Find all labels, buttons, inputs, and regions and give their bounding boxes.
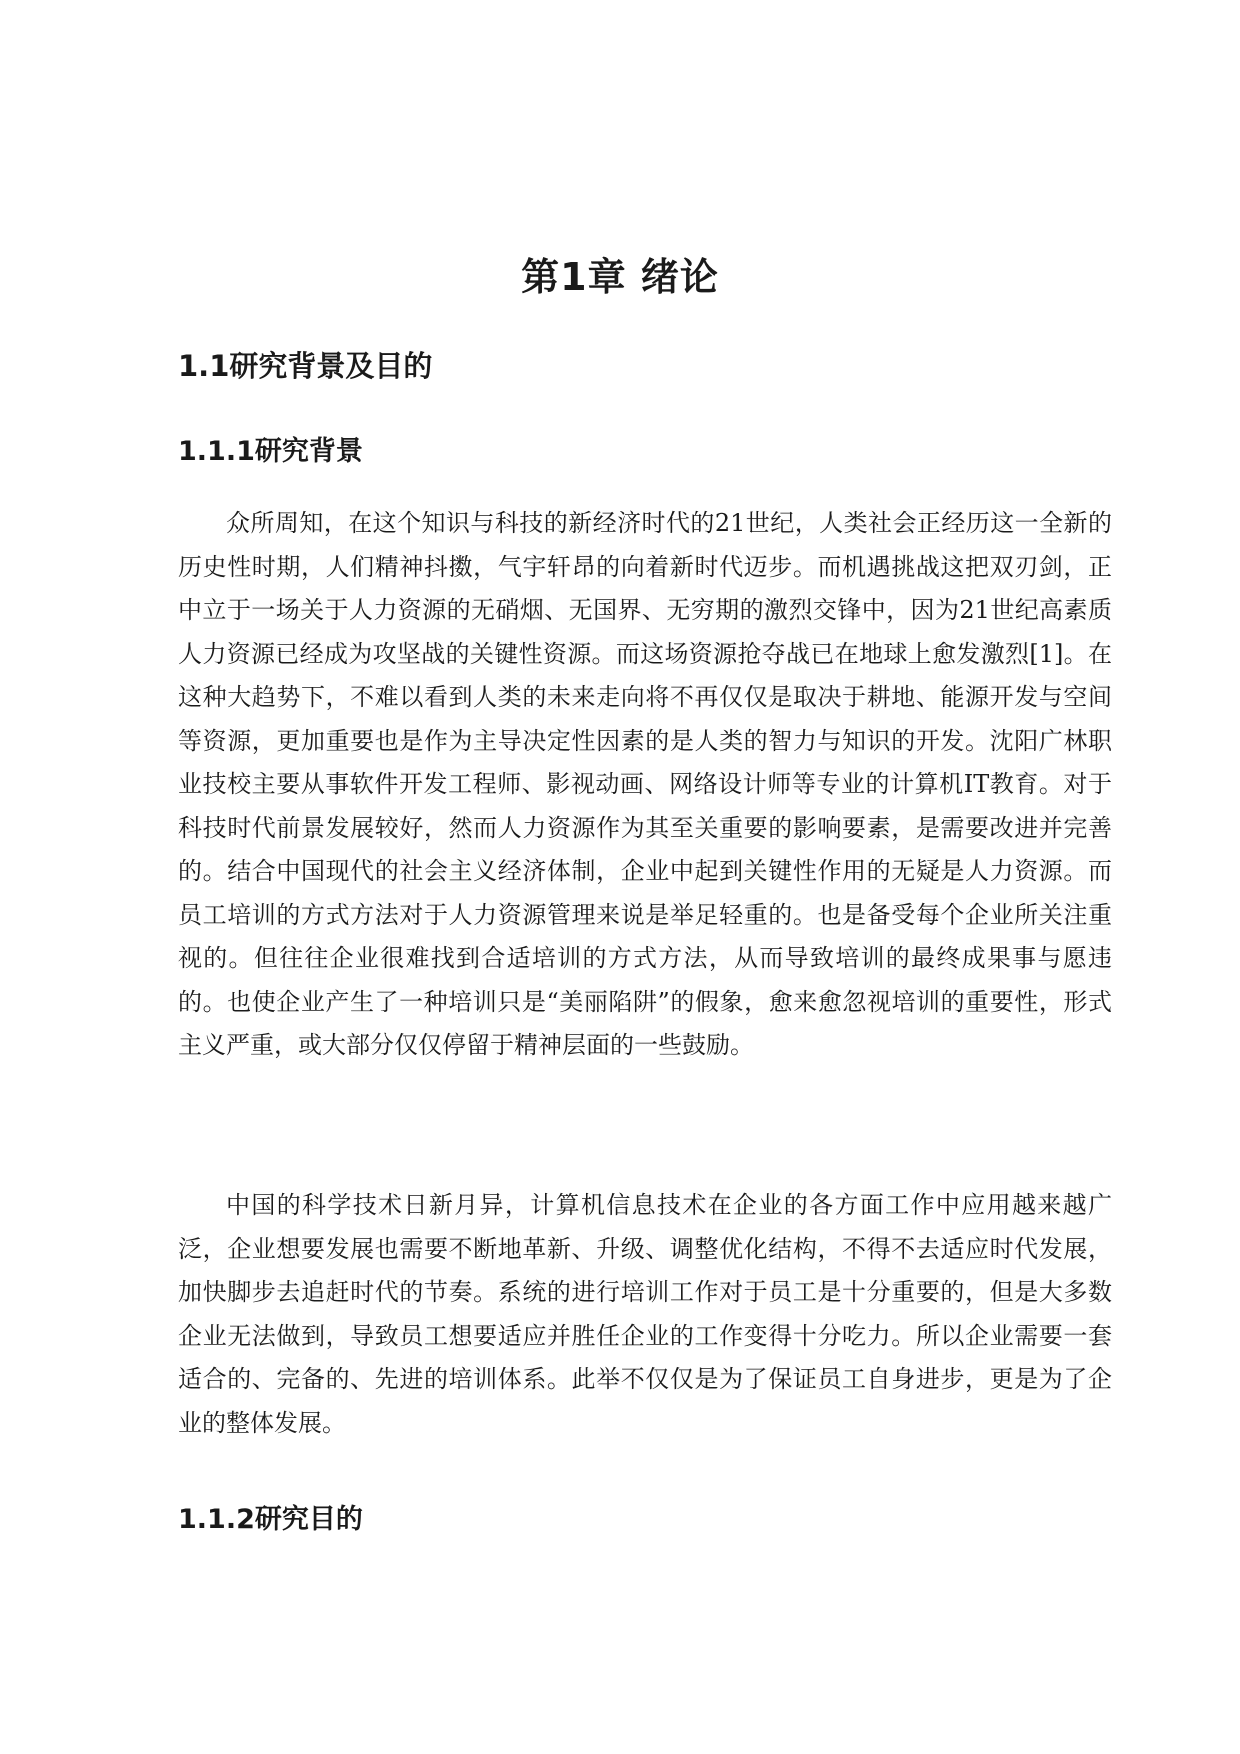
subsection-heading-purpose: 1.1.2研究目的 (178, 1504, 363, 1535)
body-paragraph: 中国的科学技术日新月异，计算机信息技术在企业的各方面工作中应用越来越广泛，企业想要发展也需要不断地革新、升级、调整优化结构，不得不去适应时代发展，加快脚步去追赶时代的节奏。系统的进行培训工作对于员工是十分重要的，但是大多数企业无法做到，导致员工想要适应并胜任企业的工作变得十分吃力。所以企业需要一套适合的、完备的、先进的培训体系。此举不仅仅是为了保证员工自身进步，更是为了企业的整体发展。 (178, 1191, 1112, 1437)
body-paragraph: 众所周知，在这个知识与科技的新经济时代的21世纪，人类社会正经历这一全新的历史性时期，人们精神抖擞，气宇轩昂的向着新时代迈步。而机遇挑战这把双刃剑，正中立于一场关于人力资源的无硝烟、无国界、无穷期的激烈交锋中，因为21世纪高素质人力资源已经成为攻坚战的关键性资源。而这场资源抢夺战已在地球上愈发激烈[1]。在这种大趋势下，不难以看到人类的未来走向将不再仅仅是取决于耕地、能源开发与空间等资源，更加重要也是作为主导决定性因素的是人类的智力与知识的开发。沈阳广林职业技校主要从事软件开发工程师、影视动画、网络设计师等专业的计算机IT教育。对于科技时代前景发展较好，然而人力资源作为其至关重要的影响要素，是需要改进并完善的。结合中国现代的社会主义经济体制，企业中起到关键性作用的无疑是人力资源。而员工培训的方式方法对于人力资源管理来说是举足轻重的。也是备受每个企业所关注重视的。但往往企业很难找到合适培训的方式方法，从而导致培训的最终成果事与愿违的。也使企业产生了一种培训只是“美丽陷阱”的假象，愈来愈忽视培训的重要性，形式主义严重，或大部分仅仅停留于精神层面的一些鼓励。 (178, 509, 1112, 1059)
subsection-heading-background: 1.1.1研究背景 (178, 436, 363, 467)
section-heading: 1.1研究背景及目的 (178, 349, 433, 383)
chapter-title: 第1章 绪论 (521, 255, 719, 299)
